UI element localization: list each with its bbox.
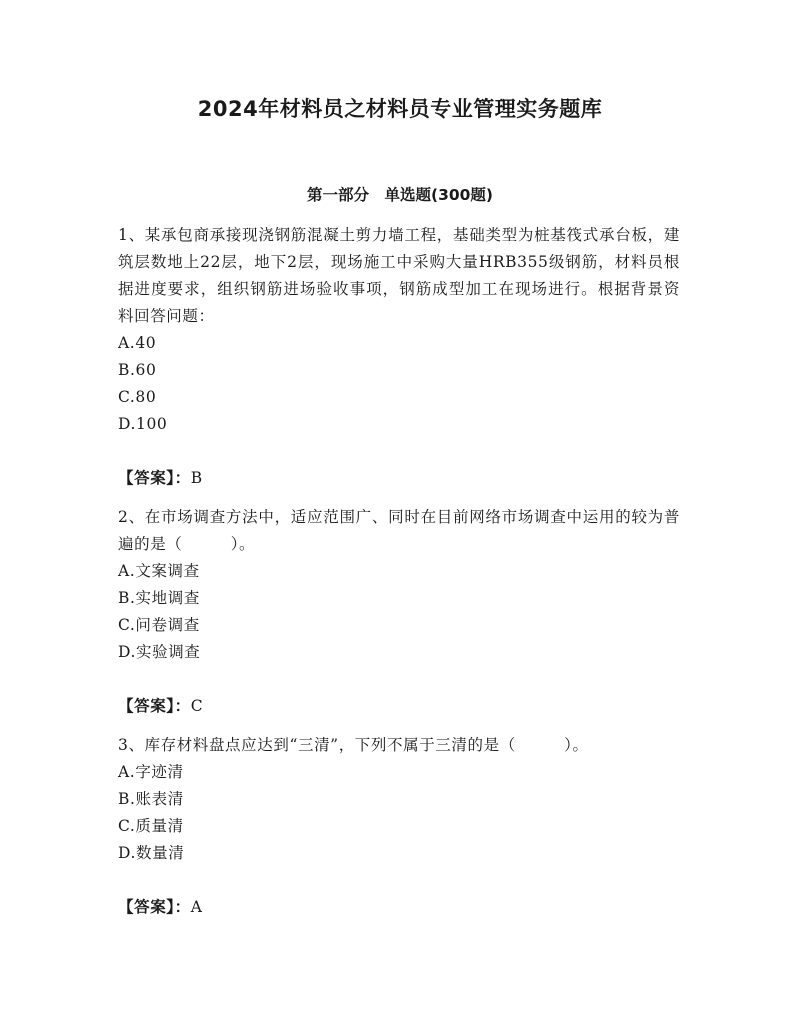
answer-line [118, 465, 680, 492]
answer-value: A [190, 898, 203, 916]
option-c: C.质量清 [118, 817, 184, 835]
section-title: 第一部分 单选题(300题) [306, 186, 494, 204]
answer-value: C [190, 697, 204, 715]
question-2 [118, 504, 680, 720]
answer-line [118, 894, 680, 921]
question-stem: 2、在市场调查方法中，适应范围广、同时在目前网络市场调查中运用的较为普遍的是（ ）。 [118, 508, 680, 553]
answer-tag: 【答案】： [118, 697, 191, 715]
answer-tag: 【答案】： [118, 469, 191, 487]
option-b: B.实地调查 [118, 589, 200, 607]
question-stem: 3、库存材料盘点应达到“三清”，下列不属于三清的是（ ）。 [118, 736, 589, 754]
option-c: C.问卷调查 [118, 616, 200, 634]
option-b: B.60 [118, 361, 157, 379]
document-title: 2024年材料员之材料员专业管理实务题库 [197, 97, 603, 121]
option-a: A.文案调查 [118, 562, 200, 580]
option-b: B.账表清 [118, 790, 184, 808]
option-c: C.80 [118, 388, 157, 406]
answer-line [118, 693, 680, 720]
answer-tag: 【答案】： [118, 898, 191, 916]
option-a: A.40 [118, 334, 157, 352]
answer-value: B [190, 469, 203, 487]
option-d: D.100 [118, 415, 168, 433]
option-d: D.数量清 [118, 844, 185, 862]
option-a: A.字迹清 [118, 763, 184, 781]
question-stem: 1、某承包商承接现浇钢筋混凝土剪力墙工程，基础类型为桩基筏式承台板，建筑层数地上22层，地下2层，现场施工中采购大量HRB355级钢筋，材料员根据进度要求，组织钢筋进场验收事项，钢筋成型加工在现场进行。根据背景资料回答问题： [118, 226, 680, 325]
option-d: D.实验调查 [118, 643, 201, 661]
question-list [118, 222, 680, 921]
question-3 [118, 732, 680, 921]
question-1 [118, 222, 680, 492]
